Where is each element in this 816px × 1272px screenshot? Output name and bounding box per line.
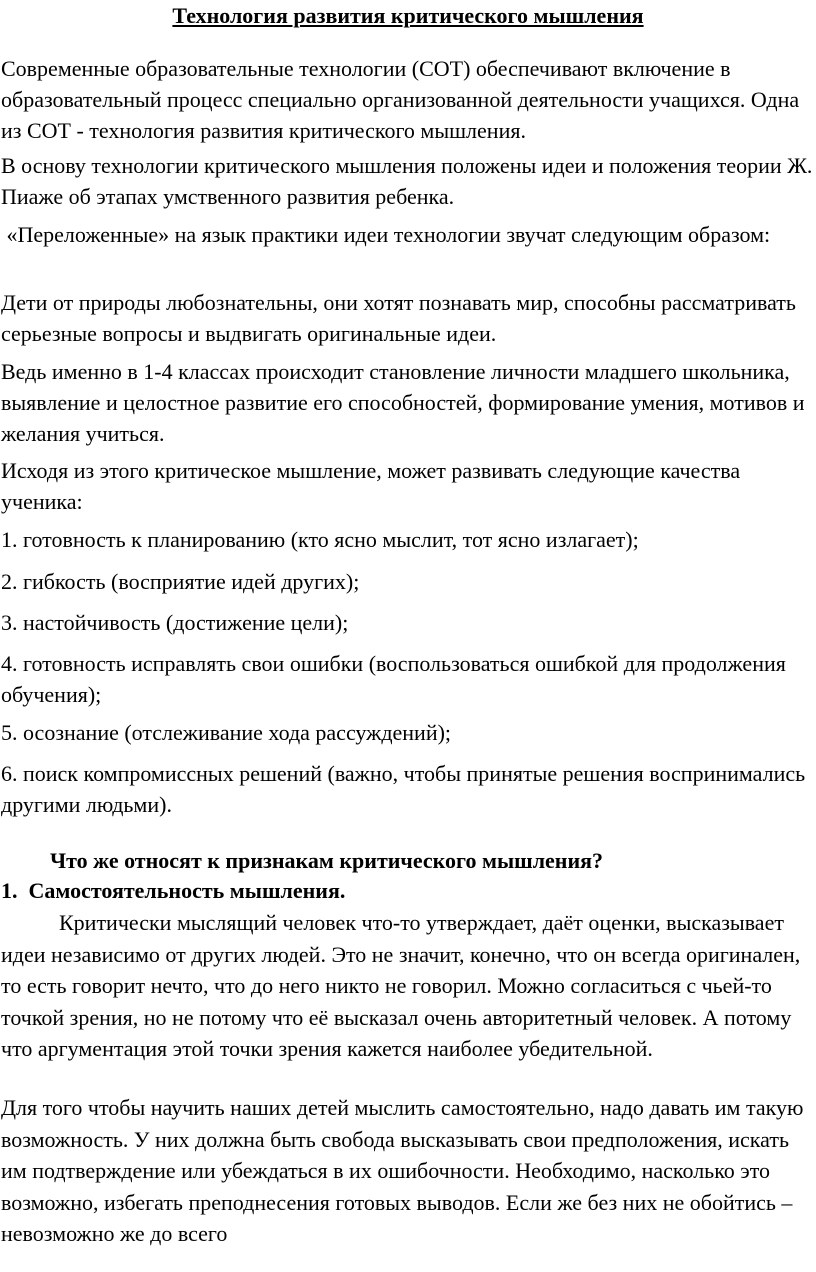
primary-school-paragraph: Ведь именно в 1-4 классах происходит становление личности младшего школьника, выявление и целостное развитие его способностей, формирование умения, мотивов и желания учиться.	[1, 359, 805, 446]
closing-paragraph: Для того чтобы научить наших детей мыслить самостоятельно, надо давать им такую возможность. У них должна быть свобода высказывать свои предположения, искать им подтверждение или убеждаться в их ошибочности. Необходимо, насколько это возможно, избегать преподнесения готовых выводов. Если же без них не обойтись – невозможно же до всего	[1, 1095, 804, 1246]
document-title: Технология развития критического мышления	[172, 3, 644, 28]
sign-1-heading: 1. Самостоятельность мышления.	[1, 878, 346, 903]
quality-item-2: 2. гибкость (восприятие идей других);	[1, 569, 360, 594]
sign-1-text-content: Критически мыслящий человек что-то утверждает, даёт оценки, высказывает идеи независимо от других людей. Это не значит, конечно, что он всегда оригинален, то есть говорит нечто, что до него никто не говорил. Можно согласиться с чьей-то точкой зрения, но не потому что её высказал очень авторитетный человек. А потому что аргументация этой точки зрения кажется наиболее убедительной.	[1, 910, 801, 1061]
intro-paragraph: Современные образовательные технологии (СОТ) обеспечивают включение в образовательный процесс специально организованной деятельности учащихся. Одна из СОТ - технология развития критического мышления.	[1, 56, 800, 143]
quality-item-6: 6. поиск компромиссных решений (важно, чтобы принятые решения воспринимались другими людьми).	[1, 761, 806, 817]
qualities-intro-paragraph: Исходя из этого критическое мышление, может развивать следующие качества ученика:	[1, 458, 741, 514]
sign-1-text	[1, 907, 813, 1065]
signs-section-heading: Что же относят к признакам критического мышления?	[50, 848, 604, 873]
translated-ideas-paragraph: «Переложенные» на язык практики идеи технологии звучат следующим образом:	[1, 222, 771, 247]
piaget-paragraph: В основу технологии критического мышления положены идеи и положения теории Ж. Пиаже об этапах умственного развития ребенка.	[1, 153, 813, 209]
children-curiosity-paragraph: Дети от природы любознательны, они хотят познавать мир, способны рассматривать серьезные вопросы и выдвигать оригинальные идеи.	[1, 290, 796, 346]
quality-item-1: 1. готовность к планированию (кто ясно мыслит, тот ясно излагает);	[1, 527, 639, 552]
quality-item-4: 4. готовность исправлять свои ошибки (воспользоваться ошибкой для продолжения обучения);	[1, 651, 786, 707]
quality-item-3: 3. настойчивость (достижение цели);	[1, 610, 349, 635]
quality-item-5: 5. осознание (отслеживание хода рассуждений);	[1, 720, 452, 745]
